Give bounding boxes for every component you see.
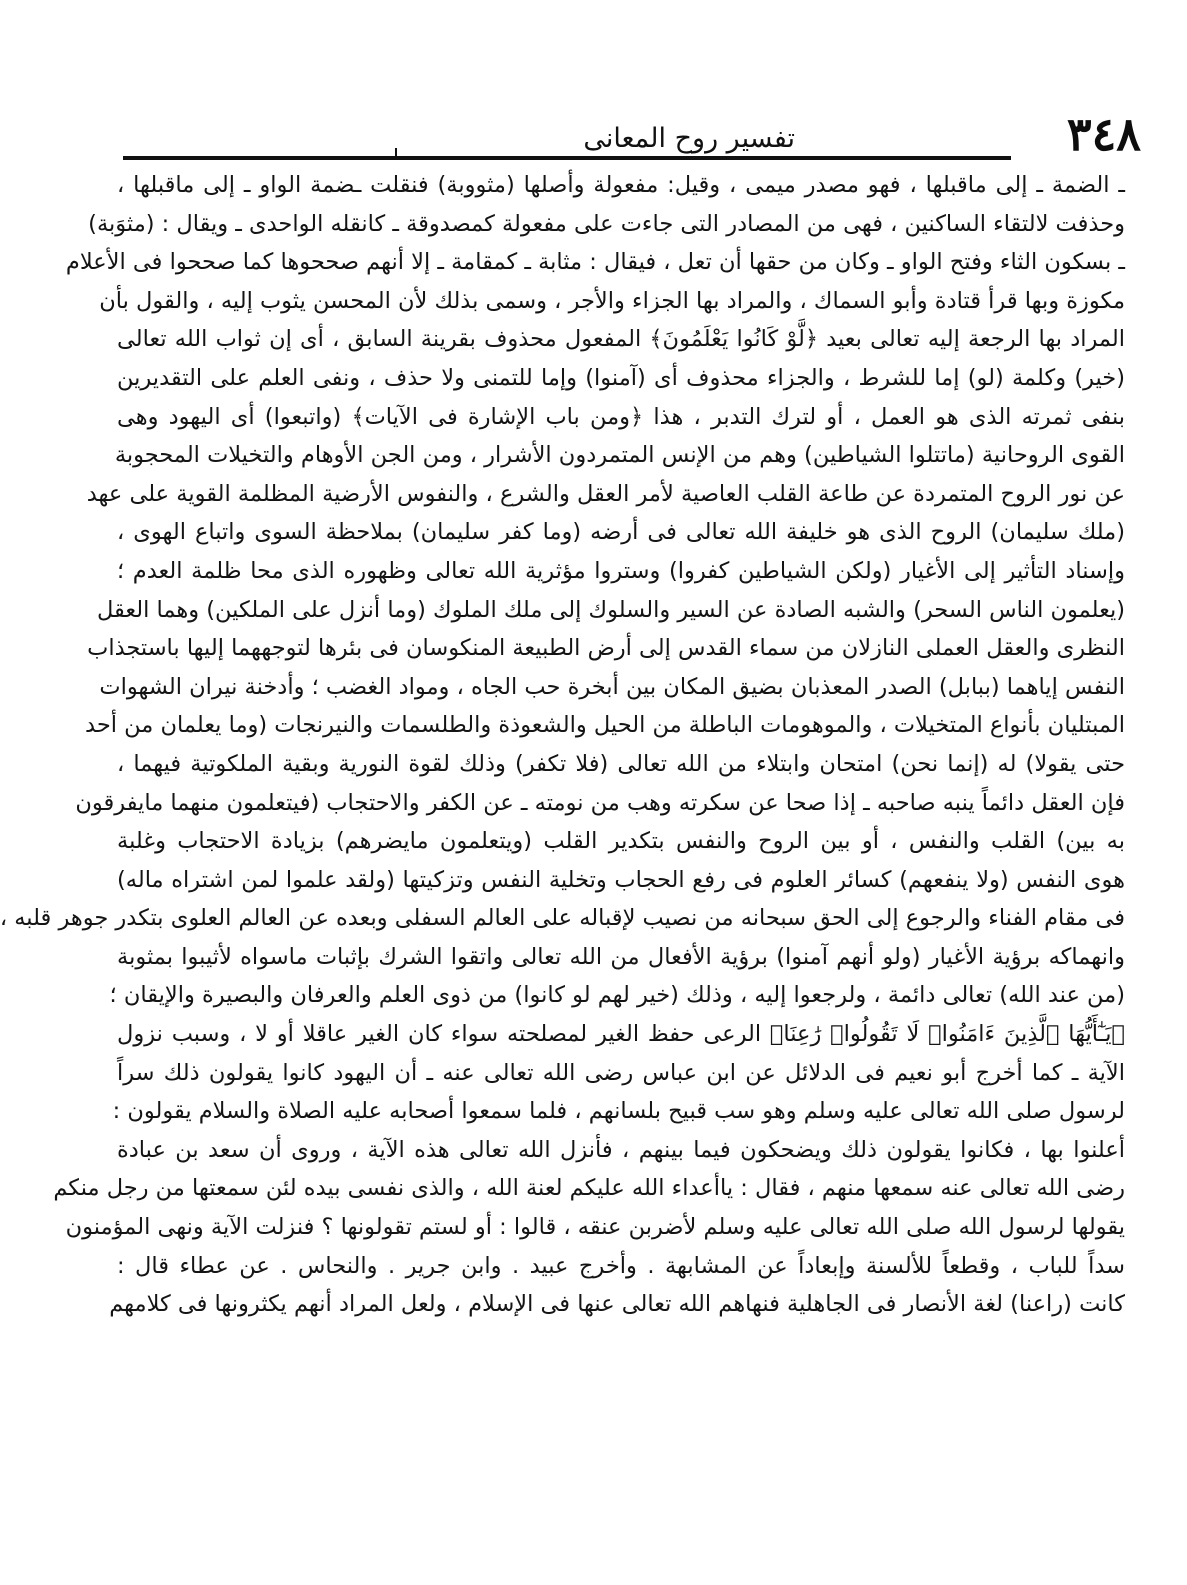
text-line: فإن العقل دائماً ينبه صاحبه ـ إذا صحا عن سكرته وهب من نومته ـ عن الكفر والاحتجاب (فيتعلمون منهما مايفرقون [75,789,1125,816]
page-number: ٣٤٨ [1066,107,1141,161]
text-line: لرسول صلى الله تعالى عليه وسلم وهو سب قبيح بلسانهم ، فلما سمعوا أصحابه عليه الصلاة والسلام يقولون : [112,1098,1125,1125]
header-rule [123,156,1011,160]
text-line: وإسناد التأثير إلى الأغيار (ولكن الشياطين كفروا) وستروا مؤثرية الله تعالى وظهوره الذى محا ظلمة العدم ؛ [117,557,1125,584]
text-line: ﴿يَـٰٓأَيُّهَا ٱلَّذِينَ ءَامَنُوا۟ لَا تَقُولُوا۟ رَٰعِنَا﴾ الرعى حفظ الغير لمصلحته سواء كان الغير عاقلا أو لا ، وسبب نزول [117,1021,1125,1048]
text-line: ـ بسكون الثاء وفتح الواو ـ وكان من حقها أن تعل ، فيقال : مثابة ـ كمقامة ـ إلا أنهم صححوها كما صححوا فى الأعلام [65,249,1125,276]
body-text [0,166,1125,1536]
text-line: (ملك سليمان) الروح الذى هو خليفة الله تعالى فى أرضه (وما كفر سليمان) بملاحظة السوى واتباع الهوى ، [117,519,1125,546]
text-line: (من عند الله) تعالى دائمة ، ولرجعوا إليه ، وذلك (خير لهم لو كانوا) من ذوى العلم والعرفان والبصيرة والإيقان ؛ [109,982,1125,1009]
text-line: النظرى والعقل العملى النازلان من سماء القدس إلى أرض الطبيعة المنكوسان فى بئرها لتوجههما إليها باستجذاب [87,635,1125,662]
text-line: النفس إياهما (ببابل) الصدر المعذبان بضيق المكان بين أبخرة حب الجاه ، ومواد الغضب ؛ وأدخنة نيران الشهوات [99,673,1125,700]
text-line: أعلنوا بها ، فكانوا يقولون ذلك ويضحكون فيما بينهم ، فأنزل الله تعالى هذه الآية ، وروى أن سعد بن عبادة [117,1136,1125,1163]
text-line: حتى يقولا) له (إنما نحن) امتحان وابتلاء من الله تعالى (فلا تكفر) وذلك لقوة النورية وبقية الملكوتية فيهما ، [117,750,1125,777]
text-line: كانت (راعنا) لغة الأنصار فى الجاهلية فنهاهم الله تعالى عنها فى الإسلام ، ولعل المراد أنهم يكثرونها فى كلامهم [109,1291,1125,1318]
text-line: مكوزة وبها قرأ قتادة وأبو السماك ، والمراد بها الجزاء والأجر ، وسمى بذلك لأن المحسن يثوب إليه ، والقول بأن [99,287,1125,314]
text-line: رضى الله تعالى عنه سمعها منهم ، فقال : ياأعداء الله عليكم لعنة الله ، والذى نفسى بيده لئن سمعتها من رجل منكم [53,1175,1125,1202]
text-line: بنفى ثمرته الذى هو العمل ، أو لترك التدبر ، هذا ﴿ومن باب الإشارة فى الآيات﴾ (واتبعوا) أى اليهود وهى [117,403,1125,430]
text-line: وحذفت لالتقاء الساكنين ، فهى من المصادر التى جاءت على مفعولة كمصدوقة ـ كانقله الواحدى ـ ويقال : (مثوَبة) [88,210,1125,237]
header-rule-divider [395,148,397,160]
text-line: عن نور الروح المتمردة عن طاعة القلب العاصية لأمر العقل والشرع ، والنفوس الأرضية المظلمة القوية على عهد [86,480,1125,507]
running-title: تفسير روح المعانى [583,123,795,154]
text-line: وانهماكه برؤية الأغيار (ولو أنهم آمنوا) برؤية الأفعال من الله تعالى واتقوا الشرك بإثبات ماسواه لأثيبوا بمثوبة [117,943,1125,970]
text-line: المراد بها الرجعة إليه تعالى بعيد ﴿لَّوْ كَانُوا يَعْلَمُونَ﴾ المفعول محذوف بقرينة السابق ، أى إن ثواب الله تعالى [117,326,1125,353]
text-line: ـ الضمة ـ إلى ماقبلها ، فهو مصدر ميمى ، وقيل: مفعولة وأصلها (مثووبة) فنقلت ـضمة الواو ـ إلى ماقبلها ، [117,172,1125,198]
text-line: القوى الروحانية (ماتتلوا الشياطين) وهم من الإنس المتمردون الأشرار ، ومن الجن الأوهام والتخيلات المحجوبة [114,442,1125,469]
text-line: (يعلمون الناس السحر) والشبه الصادة عن السير والسلوك إلى ملك الملوك (وما أنزل على الملكين) وهما العقل [97,596,1125,623]
text-line: (خير) وكلمة (لو) إما للشرط ، والجزاء محذوف أى (آمنوا) وإما للتمنى ولا حذف ، ونفى العلم على التقديرين [117,364,1125,391]
text-line: فى مقام الفناء والرجوع إلى الحق سبحانه من نصيب لإقباله على العالم السفلى وبعده عن العالم العلوى بتكدر جوهر قلبه ، [0,905,1125,932]
text-line: هوى النفس (ولا ينفعهم) كسائر العلوم فى رفع الحجاب وتخلية النفس وتزكيتها (ولقد علموا لمن اشتراه ماله) [117,866,1125,893]
text-line: سداً للباب ، وقطعاً للألسنة وإبعاداً عن المشابهة . وأخرج عبيد . وابن جرير . والنحاس . عن عطاء قال : [117,1252,1125,1279]
text-line: المبتليان بأنواع المتخيلات ، والموهومات الباطلة من الحيل والشعوذة والطلسمات والنيرنجات (وما يعلمان من أحد [85,712,1125,739]
text-line: يقولها لرسول الله صلى الله تعالى عليه وسلم لأضربن عنقه ، قالوا : أو لستم تقولونها ؟ فنزلت الآية ونهى المؤمنون [65,1214,1125,1241]
text-line: الآية ـ كما أخرج أبو نعيم فى الدلائل عن ابن عباس رضى الله تعالى عنه ـ أن اليهود كانوا يقولون ذلك سراً [117,1059,1125,1086]
text-line: به بين) القلب والنفس ، أو بين الروح والنفس بتكدير القلب (ويتعلمون مايضرهم) بزيادة الاحتجاب وغلبة [117,828,1125,855]
